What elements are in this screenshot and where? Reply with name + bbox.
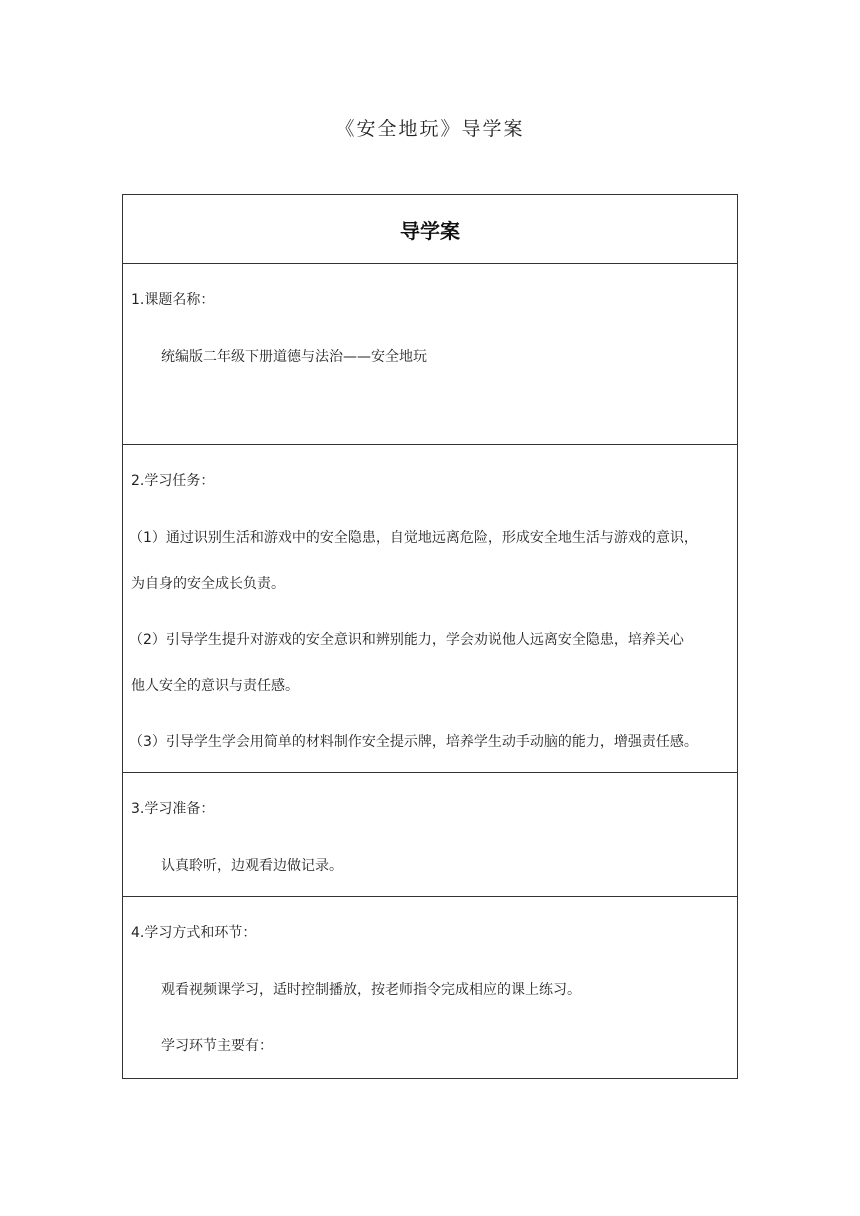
section-topic-body: 统编版二年级下册道德与法治——安全地玩 [161, 349, 427, 365]
section-preparation-body: 认真聆听，边观看边做记录。 [161, 858, 343, 874]
task-line-5: （3）引导学生学会用简单的材料制作安全提示牌，培养学生动手动脑的能力，增强责任感。 [129, 734, 698, 750]
methods-line-2: 学习环节主要有： [161, 1038, 273, 1054]
task-line-3: （2）引导学生提升对游戏的安全意识和辨别能力，学会劝说他人远离安全隐患，培养关心 [129, 632, 684, 648]
section-tasks [123, 444, 737, 772]
task-line-1: （1）通过识别生活和游戏中的安全隐患，自觉地远离危险，形成安全地生活与游戏的意识， [129, 530, 698, 546]
section-preparation-heading: 3.学习准备： [131, 801, 215, 817]
document-title: 《安全地玩》导学案 [335, 118, 525, 140]
section-tasks-heading: 2.学习任务： [131, 473, 215, 489]
table-header: 导学案 [400, 218, 460, 243]
section-methods [123, 896, 737, 1078]
section-topic [123, 263, 737, 444]
section-preparation [123, 772, 737, 896]
study-guide-table [122, 194, 738, 1079]
section-methods-heading: 4.学习方式和环节： [131, 925, 257, 941]
task-line-2: 为自身的安全成长负责。 [131, 576, 285, 592]
methods-line-1: 观看视频课学习，适时控制播放，按老师指令完成相应的课上练习。 [161, 982, 581, 998]
task-line-4: 他人安全的意识与责任感。 [131, 678, 299, 694]
table-header-row [123, 195, 737, 263]
section-topic-heading: 1.课题名称： [131, 292, 215, 308]
